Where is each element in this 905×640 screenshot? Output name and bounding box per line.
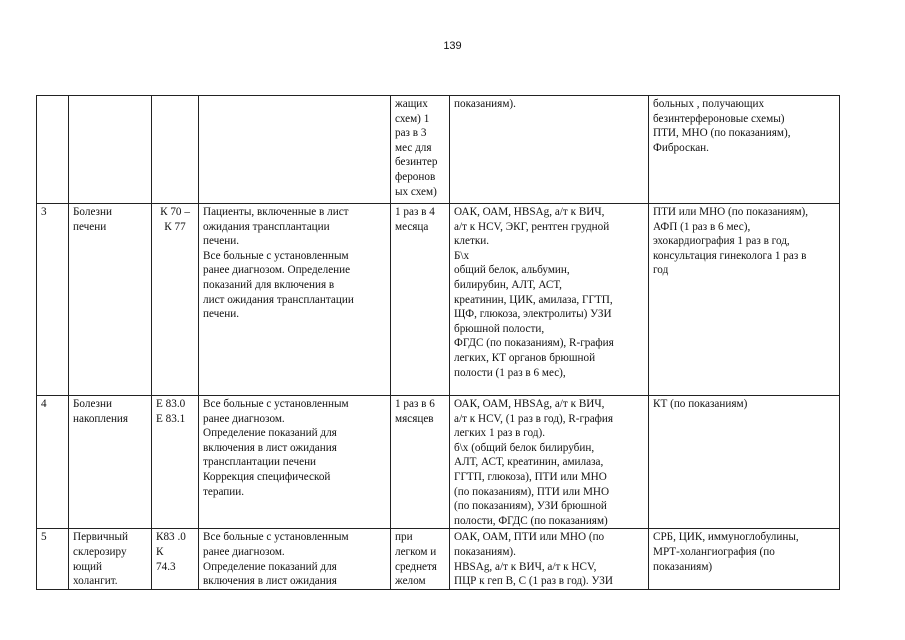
frequency-cell: жащих схем) 1 раз в 3 мес для безинтер феронов ых схем)	[391, 96, 450, 204]
row-number-cell: 4	[37, 396, 69, 529]
disease-cell: Болезни накопления	[69, 396, 152, 529]
additional-exams-cell: ПТИ или МНО (по показаниям), АФП (1 раз в 6 мес), эхокардиография 1 раз в год, консультация гинеколога 1 раз в год	[649, 204, 840, 396]
table-row	[37, 96, 840, 204]
additional-exams-cell: СРБ, ЦИК, иммуноглобулины, МРТ-холангиография (по показаниям)	[649, 529, 840, 589]
table-row	[37, 396, 840, 529]
patient-category-cell: Все больные с установленным ранее диагнозом. Определение показаний для включения в лист ожидания	[199, 529, 391, 589]
icd-code-cell: К 70 – К 77	[152, 204, 199, 396]
icd-code-cell: Е 83.0 Е 83.1	[152, 396, 199, 529]
table-row	[37, 529, 840, 589]
exams-cell: ОАК, ОАМ, ПТИ или МНО (по показаниям). HBSAg, а/т к ВИЧ, а/т к HCV, ПЦР к геп В, С (1 раз в год). УЗИ	[450, 529, 649, 589]
row-number-cell: 5	[37, 529, 69, 589]
exams-cell: ОАК, ОАМ, HBSAg, а/т к ВИЧ, а/т к HCV, (1 раз в год), R-графия легких 1 раз в год). б\х (общий белок билирубин, АЛТ, АСТ, креатинин, амилаза, ГГТП, глюкоза), ПТИ или МНО (по показаниям), ПТИ или МНО (по показаниям), УЗИ брюшной полости, ФГДС (по показаниям)	[450, 396, 649, 529]
patient-category-cell: Все больные с установленным ранее диагнозом. Определение показаний для включения в лист ожидания трансплантации печени Коррекция специфической терапии.	[199, 396, 391, 529]
exams-cell: ОАК, ОАМ, HBSAg, а/т к ВИЧ, а/т к HCV, ЭКГ, рентген грудной клетки. Б\х общий белок, альбумин, билирубин, АЛТ, АСТ, креатинин, ЦИК, амилаза, ГГТП, ЩФ, глюкоза, электролиты) УЗИ брюшной полости, ФГДС (по показаниям), R-графия легких, КТ органов брюшной полости (1 раз в 6 мес),	[450, 204, 649, 396]
patient-category-cell	[199, 96, 391, 204]
page-number: 139	[443, 40, 462, 52]
disease-cell: Болезни печени	[69, 204, 152, 396]
disease-cell: Первичный склерозиру ющий холангит.	[69, 529, 152, 589]
monitoring-table	[36, 95, 840, 590]
icd-code-cell	[152, 96, 199, 204]
icd-code-cell: К83 .0 К 74.3	[152, 529, 199, 589]
table-row	[37, 204, 840, 396]
frequency-cell: при легком и среднетя желом	[391, 529, 450, 589]
frequency-cell: 1 раз в 6 мясяцев	[391, 396, 450, 529]
patient-category-cell: Пациенты, включенные в лист ожидания трансплантации печени. Все больные с установленным ранее диагнозом. Определение показаний для включения в лист ожидания трансплантации печени.	[199, 204, 391, 396]
row-number-cell	[37, 96, 69, 204]
additional-exams-cell: КТ (по показаниям)	[649, 396, 840, 529]
disease-cell	[69, 96, 152, 204]
additional-exams-cell: больных , получающих безинтерфероновые схемы) ПТИ, МНО (по показаниям), Фиброскан.	[649, 96, 840, 204]
frequency-cell: 1 раз в 4 месяца	[391, 204, 450, 396]
exams-cell: показаниям).	[450, 96, 649, 204]
row-number-cell: 3	[37, 204, 69, 396]
